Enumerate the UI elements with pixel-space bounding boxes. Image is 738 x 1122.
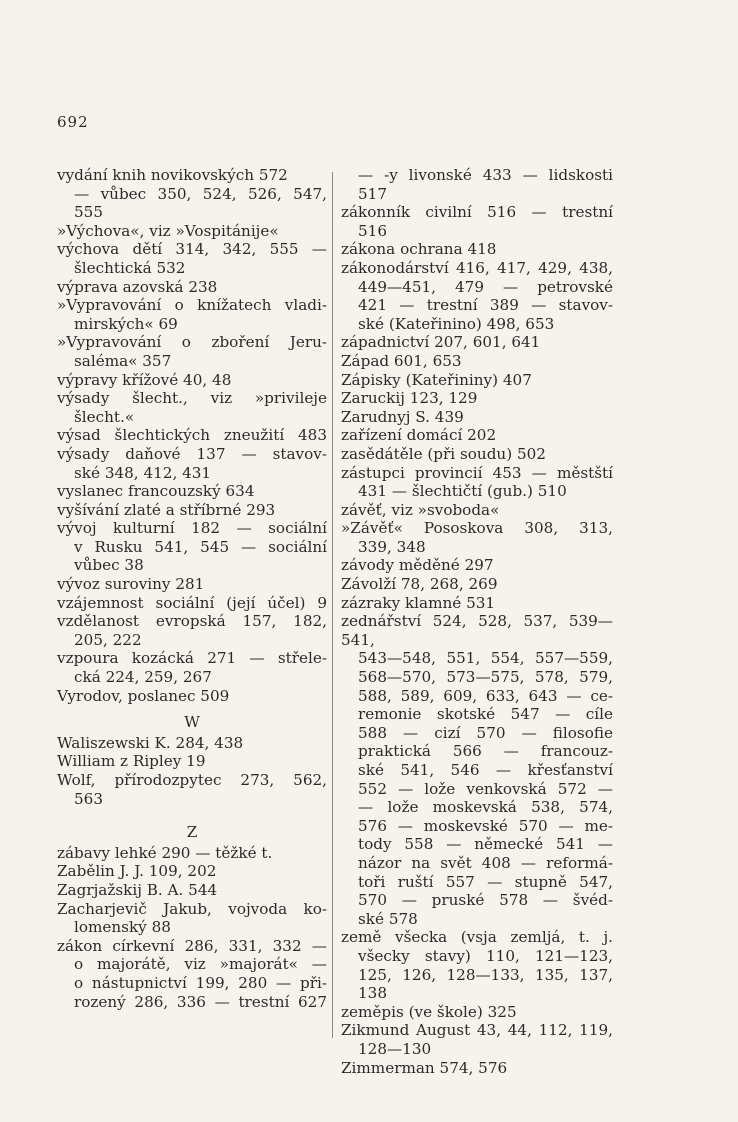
index-line: o nástupnictví 199, 280 — při- — [74, 973, 327, 992]
index-line: Zaruckij 123, 129 — [341, 389, 478, 408]
index-line: Zacharjevič Jakub, vojvoda ko- — [57, 899, 327, 918]
index-line: 552 — lože venkovská 572 — — [358, 779, 613, 798]
index-line: ské 348, 412, 431 — [74, 463, 212, 482]
index-line: 339, 348 — [358, 537, 426, 556]
index-line: všecky stavy) 110, 121—123, — [358, 946, 613, 965]
index-line: 576 — moskevské 570 — me- — [358, 816, 613, 835]
index-column-right — [341, 166, 613, 1077]
column-divider — [332, 172, 333, 1038]
index-line: 543—548, 551, 554, 557—559, — [358, 649, 613, 668]
index-line: vzdělanost evropská 157, 182, — [57, 612, 327, 631]
index-line: vůbec 38 — [74, 556, 144, 575]
index-line: ské (Kateřinino) 498, 653 — [358, 314, 555, 333]
index-line: vývoj kulturní 182 — sociální — [57, 519, 327, 538]
index-line: Wolf, přírodozpytec 273, 562, — [57, 771, 327, 789]
index-line: William z Ripley 19 — [57, 752, 206, 771]
index-line: 588 — cizí 570 — filosofie — [358, 723, 613, 742]
index-line: 421 — trestní 389 — stavov- — [358, 296, 613, 315]
index-line: 125, 126, 128—133, 135, 137, — [358, 965, 613, 984]
index-line: Závolží 78, 268, 269 — [341, 575, 498, 594]
index-line: 128—130 — [358, 1039, 432, 1058]
index-line: 516 — [358, 221, 387, 240]
index-line: výsady daňové 137 — stavov- — [57, 444, 327, 463]
index-line: názor na svět 408 — reformá- — [358, 853, 613, 872]
index-line: vyšívání zlaté a stříbrné 293 — [57, 500, 276, 519]
index-line: »Závěť« Pososkova 308, 313, — [341, 519, 613, 538]
index-line: saléma« 357 — [74, 351, 172, 370]
index-line: Vyrodov, poslanec 509 — [57, 686, 230, 705]
index-line: 563 — [74, 789, 103, 808]
index-line: praktická 566 — francouz- — [358, 742, 613, 761]
index-line: mirských« 69 — [74, 314, 178, 333]
v-entries — [57, 166, 327, 705]
index-line: zeměpis (ve škole) 325 — [341, 1002, 517, 1021]
index-line: remonie skotské 547 — cíle — [358, 705, 613, 724]
index-line: — vůbec 350, 524, 526, 547, — [74, 184, 327, 203]
index-line: 570 — pruské 578 — švéd- — [358, 891, 613, 910]
index-line: závody měděné 297 — [341, 556, 494, 575]
index-line: 449—451, 479 — petrovské — [358, 277, 613, 296]
index-line: o majorátě, viz »majorát« — — [74, 955, 327, 974]
index-line: zednářství 524, 528, 537, 539—541, — [341, 612, 613, 649]
z-entries — [57, 844, 327, 1011]
index-line: výprava azovská 238 — [57, 277, 218, 296]
index-line: Waliszewski K. 284, 438 — [57, 733, 244, 752]
index-line: 555 — [74, 203, 103, 222]
index-line: vydání knih novikovských 572 — [57, 166, 288, 184]
index-line: země všecka (vsja zemljá, t. j. — [341, 928, 613, 947]
index-line: výchova dětí 314, 342, 555 — — [57, 240, 327, 259]
w-entries — [57, 734, 327, 808]
index-line: zákona ochrana 418 — [341, 240, 497, 259]
index-line: vzpoura kozácká 271 — střele- — [57, 649, 327, 668]
index-line: vyslanec francouzský 634 — [57, 482, 255, 501]
index-line: 517 — [358, 184, 387, 203]
section-heading-w: W — [184, 713, 200, 732]
index-line: vzájemnost sociální (její účel) 9 — [57, 593, 327, 612]
index-line: Západ 601, 653 — [341, 351, 462, 370]
index-line: Zagrjažskij B. A. 544 — [57, 880, 218, 899]
index-line: Zabělin J. J. 109, 202 — [57, 862, 217, 881]
index-line: zástupci provincií 453 — městští — [341, 463, 613, 482]
index-line: Zápisky (Kateřininy) 407 — [341, 370, 532, 389]
index-line: zábavy lehké 290 — těžké t. — [57, 843, 273, 862]
index-line: zákonodárství 416, 417, 429, 438, — [341, 258, 613, 277]
index-line: — lože moskevská 538, 574, — [358, 798, 613, 817]
index-line: výsad šlechtických zneužití 483 — [57, 426, 327, 445]
index-line: cká 224, 259, 267 — [74, 668, 212, 687]
index-line: 205, 222 — [74, 630, 142, 649]
index-line: Zarudnyj S. 439 — [341, 407, 464, 426]
index-line: — -y livonské 433 — lidskosti — [358, 166, 613, 184]
index-line: šlecht.« — [74, 407, 135, 426]
index-column-left — [57, 166, 327, 1011]
z-entries-continued — [341, 166, 613, 1077]
index-line: zařízení domácí 202 — [341, 426, 497, 445]
index-line: 568—570, 573—575, 578, 579, — [358, 668, 613, 687]
index-line: lomenský 88 — [74, 918, 171, 937]
index-line: v Rusku 541, 545 — sociální — [74, 537, 327, 556]
index-line: toři ruští 557 — stupně 547, — [358, 872, 613, 891]
index-line: šlechtická 532 — [74, 258, 186, 277]
index-line: »Vypravování o zboření Jeru- — [57, 333, 327, 352]
index-line: rozený 286, 336 — trestní 627 — [74, 992, 327, 1011]
index-line: 588, 589, 609, 633, 643 — ce- — [358, 686, 613, 705]
index-line: výsady šlecht., viz »privileje — [57, 389, 327, 408]
index-line: »Vypravování o knížatech vladi- — [57, 296, 327, 315]
index-line: »Výchova«, viz »Vospitánije« — [57, 221, 279, 240]
index-line: Zikmund August 43, 44, 112, 119, — [341, 1021, 613, 1040]
index-line: zasědátěle (při soudu) 502 — [341, 444, 546, 463]
section-heading-z: Z — [186, 823, 198, 842]
page-number: 692 — [57, 113, 89, 131]
index-line: ské 541, 546 — křesťanství — [358, 761, 613, 779]
index-line: výpravy křížové 40, 48 — [57, 370, 232, 389]
index-line: Zimmerman 574, 576 — [341, 1058, 508, 1077]
index-line: závěť, viz »svoboda« — [341, 500, 500, 519]
index-line: zákon církevní 286, 331, 332 — — [57, 936, 327, 955]
index-line: západnictví 207, 601, 641 — [341, 333, 541, 352]
index-line: zázraky klamné 531 — [341, 593, 496, 612]
index-line: vývoz suroviny 281 — [57, 575, 205, 594]
index-line: zákonník civilní 516 — trestní — [341, 203, 613, 222]
index-line: 138 — [358, 984, 387, 1003]
index-line: ské 578 — [358, 909, 418, 928]
index-line: tody 558 — německé 541 — — [358, 835, 613, 854]
index-line: 431 — šlechtičtí (gub.) 510 — [358, 482, 567, 501]
